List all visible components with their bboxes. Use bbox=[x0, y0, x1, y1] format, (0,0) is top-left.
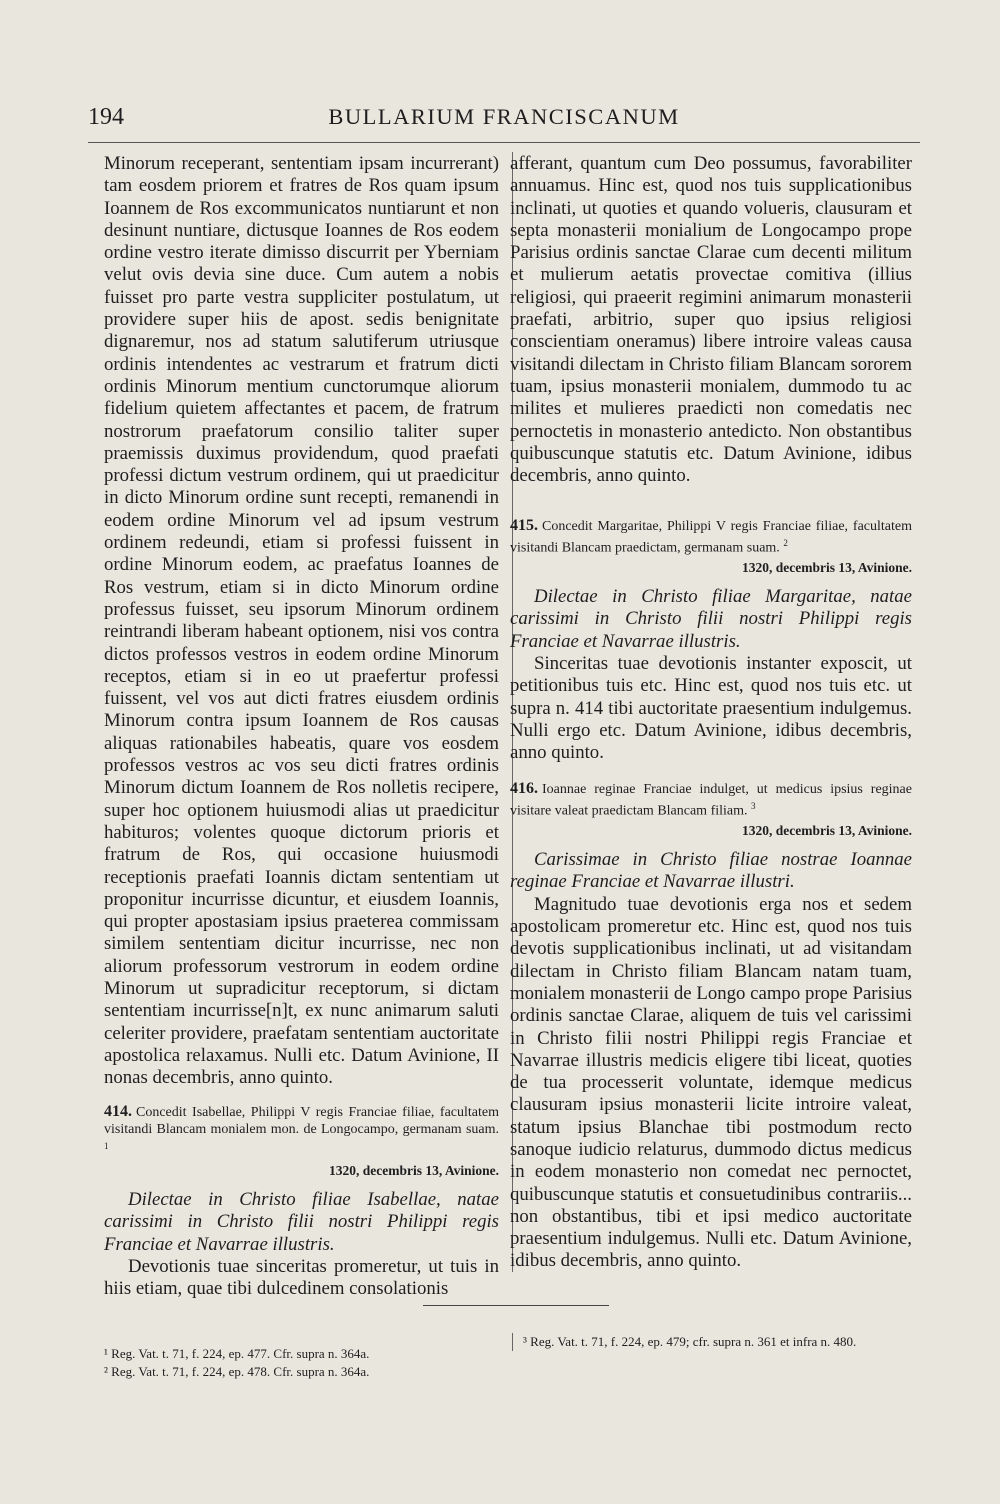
right-paragraph-continued: afferant, quantum cum Deo possumus, favorabiliter annuamus. Hinc est, quod nos tuis supplicationibus inclinati, ut quoties et quando volueris, clausuram et septa monasterii monialium de Longocampo prope Parisius ordinis sanctae Clarae cum decenti militum et mulierum aetatis provectae comitiva (illius religiosi, qui praeerit regimini animarum monasterii praefati, arbitrio, super quo ipsius religiosi conscientiam oneramus) libere introire valeas causa visitandi dilectam in Christo filiam Blancam sororem tuam, ipsius monasterii monialem, dummodo tu ac milites et mulieres praedicti non comedatis nec pernoctetis in monasterio antedicto. Non obstantibus quibuscunque statutis etc. Datum Avinione, idibus decembris, anno quinto. bbox=[510, 153, 912, 487]
entry-415-heading bbox=[510, 517, 912, 576]
entry-414-heading bbox=[104, 1103, 499, 1179]
entry-number: 416. bbox=[510, 780, 538, 798]
footnote-rule bbox=[423, 1305, 609, 1306]
entry-416-heading bbox=[510, 780, 912, 839]
footnote-ref: 3 bbox=[751, 801, 756, 812]
entry-address: Dilectae in Christo filiae Margaritae, natae carissimi in Christo filii nostri Philippi regis Franciae et Navarrae illustris. bbox=[510, 586, 912, 652]
page-header bbox=[88, 98, 920, 143]
entry-summary: Concedit Isabellae, Philippi V regis Franciae filiae, facultatem visitandi Blancam monialem mon. de Longocampo, germanam suam. bbox=[104, 1105, 499, 1138]
entry-number: 414. bbox=[104, 1103, 132, 1121]
entry-text: Magnitudo tuae devotionis erga nos et sedem apostolicam promeretur etc. Hinc est, quod nos tuis devotis supplicationibus inclinati, ut ad visitandam dilectam in Christo filiam Blancam natam tuam, monialem monasterii de Longo campo prope Parisius ordinis sanctae Clarae, aliquem de tuis vel carissimi in Christo filii nostri Philippi regis Franciae et Navarrae illustris medicis eligere tibi liceat, quoties de tua processerit voluntate, idemque medicus clausuram ipsius monasterii licite introire valeat, statum ipsius Blanchae tibi postmodum recto sanoque iudicio relaturus, dummodo dictus medicus in eodem monasterio non comedat nec pernoctet, quibuscunque statutis et consuetudinibus contrariis... non obstantibus, tibi et ipsi medico auctoritate praesentium indulgemus. Nulli etc. Datum Avinione, idibus decembris, anno quinto. bbox=[510, 893, 912, 1272]
footnote-ref: 2 bbox=[783, 538, 788, 549]
footnote-3: ³ Reg. Vat. t. 71, f. 224, ep. 479; cfr. supra n. 361 et infra n. 480. bbox=[523, 1334, 857, 1349]
entry-address: Dilectae in Christo filiae Isabellae, natae carissimi in Christo filii nostri Philippi regis Franciae et Navarrae illustris. bbox=[104, 1189, 499, 1255]
left-column bbox=[104, 153, 499, 1301]
entry-date: 1320, decembris 13, Avinione. bbox=[742, 823, 912, 839]
entry-summary: Ioannae reginae Franciae indulget, ut medicus ipsius reginae visitare valeat praedictam Blancam filiam. bbox=[510, 782, 912, 820]
entry-summary: Concedit Margaritae, Philippi V regis Franciae filiae, facultatem visitandi Blancam praedictam, germanam suam. bbox=[510, 519, 912, 557]
entry-text: Devotionis tuae sinceritas promeretur, ut tuis in hiis etiam, quae tibi dulcedinem consolationis bbox=[104, 1256, 499, 1300]
footnotes-right bbox=[512, 1333, 914, 1351]
page-number: 194 bbox=[88, 104, 124, 130]
entry-text: Sinceritas tuae devotionis instanter exposcit, ut petitionibus tuis etc. Hinc est, quod nos tuis etc. ut supra n. 414 tibi auctoritate praesentium indulgemus. Nulli ergo etc. Datum Avinione, idibus decembris, anno quinto. bbox=[510, 653, 912, 764]
right-column bbox=[510, 153, 912, 1273]
running-title: BULLARIUM FRANCISCANUM bbox=[328, 104, 680, 129]
left-paragraph-continued: Minorum receperant, sententiam ipsam incurrerant) tam eosdem priorem et fratres de Ros quam ipsum Ioannem de Ros excommunicatos nuntiarunt et non desinunt nuntiare, dictusque Ioannes de Ros eodem ordine vestro iterate dimisso discurrit per Yberniam velut ovis devia sine duce. Cum autem a nobis fuisset pro parte vestra suppliciter postulatum, ut providere super hiis de apost. sedis benignitate dignaremur, nos ad statum salutiferum utriusque ordinis intendentes ac vestrarum et fratrum dicti ordinis Minorum mentium cunctorumque aliorum fidelium quietem affectantes et pacem, de fratrum nostrorum praefatorum consilio taliter super praemissis duximus providendum, quod praefati professi dictum vestrum ordinem, qui ut praedicitur in dicto Minorum ordine sunt recepti, remanendi in eodem ordine Minorum vel ad ipsum vestrum ordinem redeundi, etiam si professi fuissent in ordine Minorum eodem, ac praefatus Ioannes de Ros vestrum, etiam si in dicto Minorum ordine professus fuisset, seu ipsorum Minorum ordinem reintrandi liberam habeant optionem, nisi vos contra dictos professos vestros in eodem ordine Minorum receptos, etiam si in eo ut praefertur professi fuissent, vel vos aut dicti fratres eiusdem ordinis Minorum contra ipsum Ioannem de Ros causas aliquas rationabiles habeatis, quare vos eosdem professos vestros ac vos seu dicti fratres ordinis Minorum dictum Ioannem de Ros nolletis recipere, super hoc optionem huiusmodi alias ut praedicitur habituros; volentes quoque dictorum prioris et fratrum de Ros, qui occasione huiusmodi receptionis praefati Ioannis dictam sententiam ut proponitur incurrisse dicuntur, et eiusdem Ioannis, qui propter apostasiam ipsius praeterea commissam similem sententiam dicitur incurrisse, nec non aliorum professorum vestrorum in eodem ordine Minorum ut supradicitur receptorum, si dictam sententiam incurrisse[n]t, ex nunc animarum saluti celeriter providere, praefatam sententiam auctoritate apostolica relaxamus. Nulli etc. Datum Avinione, II nonas decembris, anno quinto. bbox=[104, 153, 499, 1089]
entry-date: 1320, decembris 13, Avinione. bbox=[742, 560, 912, 576]
entry-date: 1320, decembris 13, Avinione. bbox=[329, 1163, 499, 1179]
footnote-ref: 1 bbox=[104, 1141, 109, 1152]
entry-address: Carissimae in Christo filiae nostrae Ioannae reginae Franciae et Navarrae illustri. bbox=[510, 849, 912, 893]
footnotes-left bbox=[104, 1345, 499, 1381]
footnote-1: ¹ Reg. Vat. t. 71, f. 224, ep. 477. Cfr. supra n. 364a. bbox=[104, 1346, 370, 1361]
entry-number: 415. bbox=[510, 517, 538, 535]
footnote-2: ² Reg. Vat. t. 71, f. 224, ep. 478. Cfr. supra n. 364a. bbox=[104, 1364, 370, 1379]
